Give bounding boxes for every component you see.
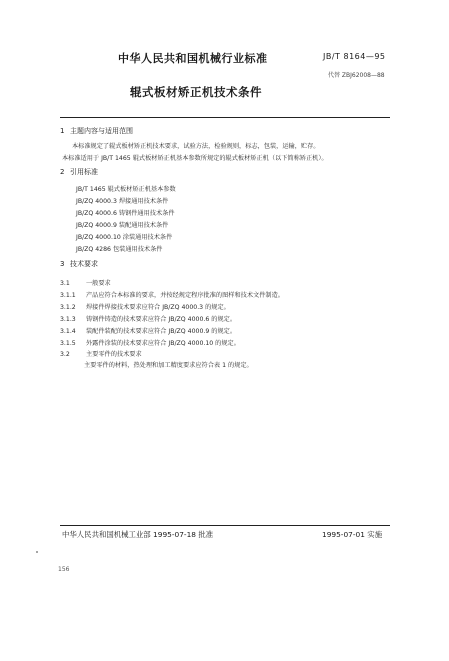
reference-item: JB/ZQ 4000.10 涂装通用技术条件 <box>76 234 173 241</box>
subsection <box>60 326 236 335</box>
body-paragraph: 主要零件的材料，热处理和加工精度要求应符合表 1 的规定。 <box>84 362 253 369</box>
implementation-date: 1995-07-01 实施 <box>322 530 383 539</box>
subsection-number: 3.1.1 <box>60 292 76 299</box>
section-title: 引用标准 <box>70 168 98 176</box>
subsection-number: 3.1.2 <box>60 304 76 311</box>
subsection-text: 外露件涂装的技术要求应符合 JB/ZQ 4000.10 的规定。 <box>86 340 240 347</box>
subsection-text: 焊接件焊接技术要求应符合 JB/ZQ 4000.3 的规定。 <box>86 304 230 311</box>
subsection <box>60 290 284 299</box>
subsection-number: 3.1.3 <box>60 316 76 323</box>
subsection-number: 3.1.5 <box>60 340 76 347</box>
subsection-text: 产品应符合本标准的要求，并按经规定程序批准的图样和技术文件制造。 <box>86 292 284 299</box>
reference-item: JB/ZQ 4000.9 装配通用技术条件 <box>76 222 169 229</box>
subsection <box>60 338 240 347</box>
subsection-text: 主要零件的技术要求 <box>86 351 142 358</box>
section-number: 1 <box>60 127 65 135</box>
section-title: 技术要求 <box>70 260 98 268</box>
subsection-number: 3.1.4 <box>60 328 76 335</box>
subsection-text: 装配件装配的技术要求应符合 JB/ZQ 4000.9 的规定。 <box>86 328 237 335</box>
subsection-text: 一般要求 <box>86 280 111 287</box>
subsection <box>60 302 230 311</box>
reference-item: JB/T 1465 辊式板材矫正机基本参数 <box>76 186 176 193</box>
subsection <box>60 314 236 323</box>
section-heading <box>60 167 98 177</box>
page-number: 156 <box>58 566 70 573</box>
body-paragraph: 本标准规定了辊式板材矫正机技术要求，试验方法，检验规则，标志，包装，运输，贮存。 <box>72 143 320 150</box>
document-title: 辊式板材矫正机技术条件 <box>130 85 262 99</box>
reference-item: JB/ZQ 4286 包装通用技术条件 <box>76 246 163 253</box>
subsection <box>60 349 142 358</box>
section-title: 主题内容与适用范围 <box>70 127 133 135</box>
approval-line: 中华人民共和国机械工业部 1995-07-18 批准 <box>62 530 214 539</box>
body-paragraph: 本标准适用于 JB/T 1465 辊式板材矫正机基本参数所规定的辊式板材矫正机（以下简称矫正机）。 <box>62 155 328 162</box>
subsection-text: 铸钢件铸造的技术要求应符合 JB/ZQ 4000.6 的规定。 <box>86 316 237 323</box>
replaces-note: 代替 ZBJ62008—88 <box>328 72 385 79</box>
section-number: 2 <box>60 168 65 176</box>
subsection <box>60 278 111 287</box>
scan-speck <box>36 551 38 553</box>
subsection-number: 3.1 <box>60 280 70 287</box>
reference-item: JB/ZQ 4000.3 焊接通用技术条件 <box>76 198 169 205</box>
standard-header-title: 中华人民共和国机械行业标准 <box>118 52 268 65</box>
section-heading <box>60 126 133 136</box>
standard-number: JB/T 8164—95 <box>323 52 386 61</box>
section-number: 3 <box>60 260 65 268</box>
header-divider <box>60 117 390 118</box>
footer-divider <box>60 525 390 526</box>
subsection-number: 3.2 <box>60 351 70 358</box>
reference-item: JB/ZQ 4000.6 铸钢件通用技术条件 <box>76 210 175 217</box>
section-heading <box>60 259 98 269</box>
